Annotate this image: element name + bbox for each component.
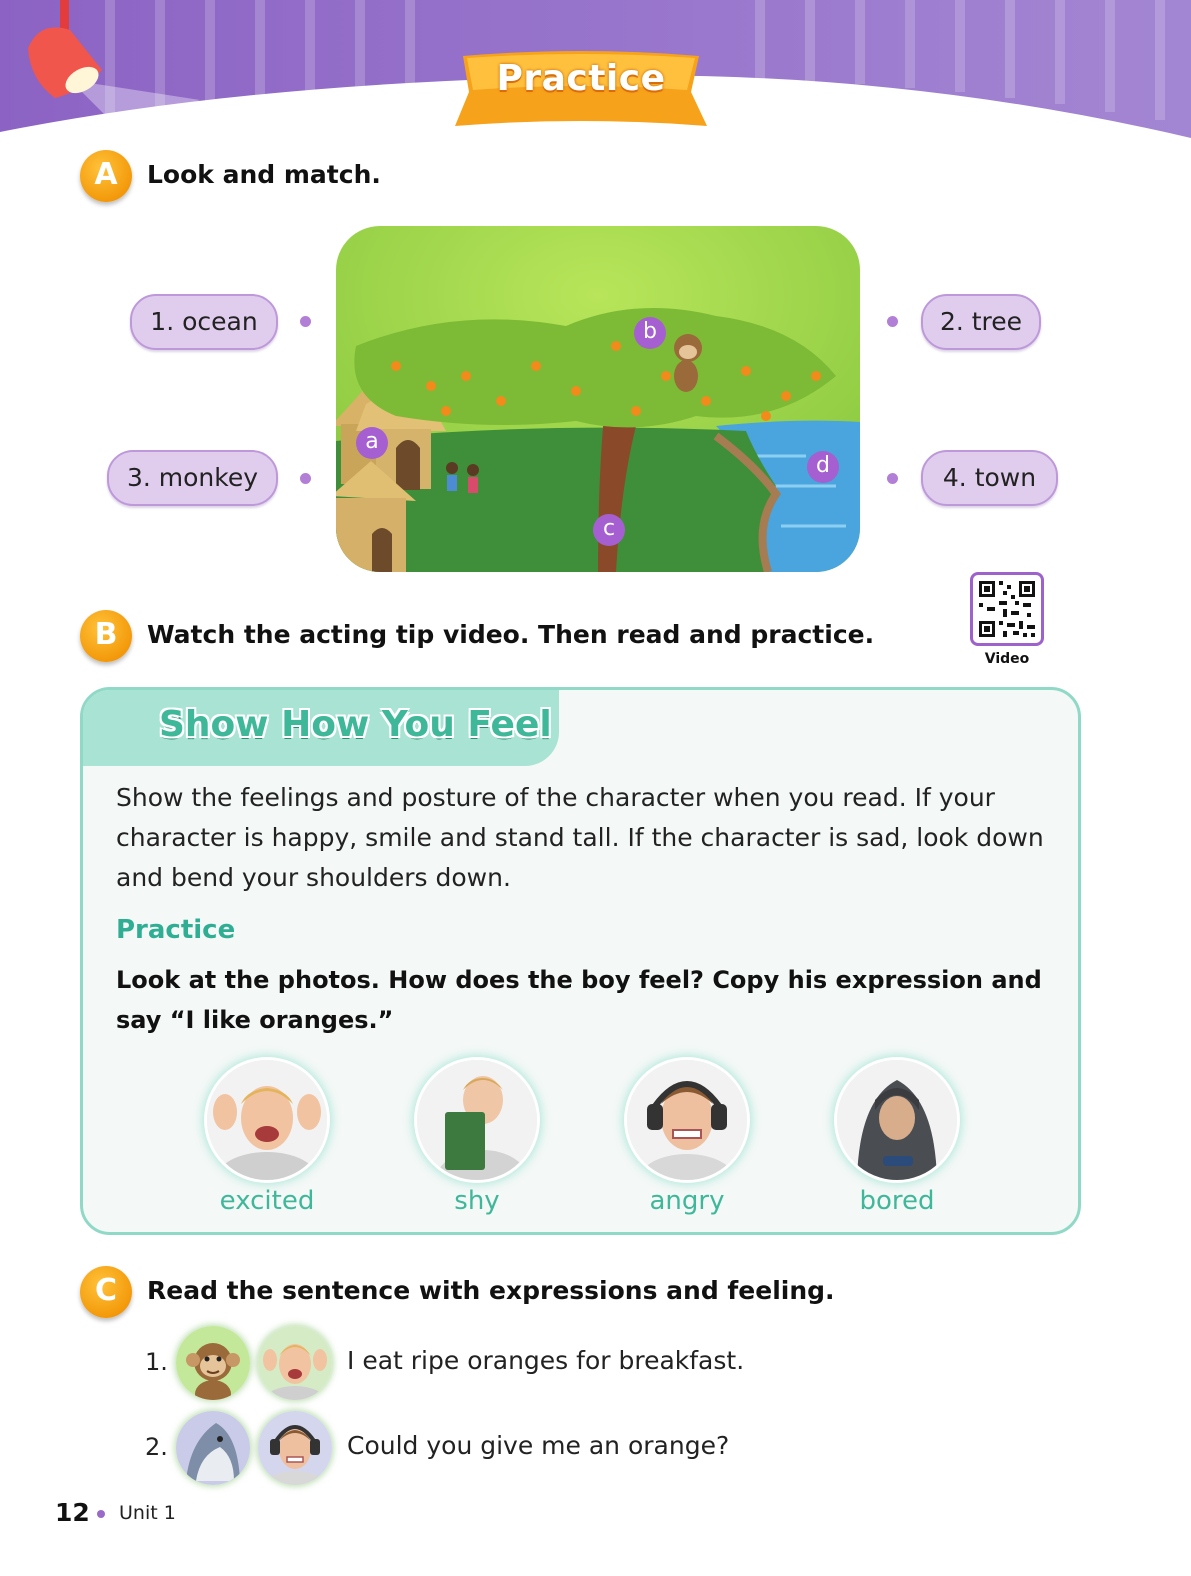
section-b-badge: B [80, 610, 132, 662]
item-1-number: 1. [145, 1348, 168, 1376]
word-tree[interactable]: 2. tree [921, 294, 1041, 350]
item-2-sentence: Could you give me an orange? [347, 1431, 730, 1460]
feeling-label-angry: angry [649, 1186, 725, 1216]
page-number: 12 [55, 1498, 90, 1527]
feeling-label-excited: excited [219, 1186, 315, 1216]
scene-label-d: d [807, 451, 839, 483]
scene-label-a: a [356, 427, 388, 459]
section-c-badge: C [80, 1266, 132, 1318]
scene-label-c: c [593, 514, 625, 546]
tip-practice-question: Look at the photos. How does the boy feel? Copy his expression and say “I like oranges.” [116, 966, 1042, 1034]
tip-practice-heading: Practice [116, 915, 236, 945]
tip-body-text: Show the feelings and posture of the character when you read. If your character is happy, smile and stand tall. If the character is sad, look down and bend your shoulders down. [116, 783, 1044, 892]
section-b-instruction: Watch the acting tip video. Then read and practice. [147, 620, 875, 649]
unit-label: Unit 1 [119, 1502, 176, 1524]
qr-code-icon[interactable] [970, 572, 1044, 646]
shy-boy-photo [417, 1060, 537, 1180]
word-town[interactable]: 4. town [921, 450, 1058, 506]
match-dot-left-3[interactable] [300, 473, 311, 484]
footer-separator-dot [97, 1510, 105, 1518]
angry-boy-photo [627, 1060, 747, 1180]
acting-tip-box [80, 687, 1081, 1235]
feeling-label-bored: bored [859, 1186, 935, 1216]
tip-title: Show How You Feel [159, 704, 552, 745]
section-a-instruction: Look and match. [147, 160, 381, 189]
scene-label-b: b [634, 317, 666, 349]
item-1-sentence: I eat ripe oranges for breakfast. [347, 1346, 745, 1375]
page-title: Practice [496, 58, 666, 99]
section-c-instruction: Read the sentence with expressions and feeling. [147, 1276, 835, 1305]
match-dot-right-4[interactable] [887, 473, 898, 484]
word-monkey[interactable]: 3. monkey [107, 450, 278, 506]
match-dot-right-2[interactable] [887, 316, 898, 327]
word-ocean[interactable]: 1. ocean [130, 294, 278, 350]
shark-avatar [176, 1411, 250, 1485]
excited-boy-avatar [258, 1326, 332, 1400]
qr-caption: Video [984, 651, 1030, 667]
bored-boy-photo [837, 1060, 957, 1180]
angry-boy-avatar [258, 1411, 332, 1485]
item-2-number: 2. [145, 1433, 168, 1461]
excited-boy-photo [207, 1060, 327, 1180]
feeling-label-shy: shy [454, 1186, 500, 1216]
match-dot-left-1[interactable] [300, 316, 311, 327]
monkey-avatar [176, 1326, 250, 1400]
section-a-badge: A [80, 150, 132, 202]
